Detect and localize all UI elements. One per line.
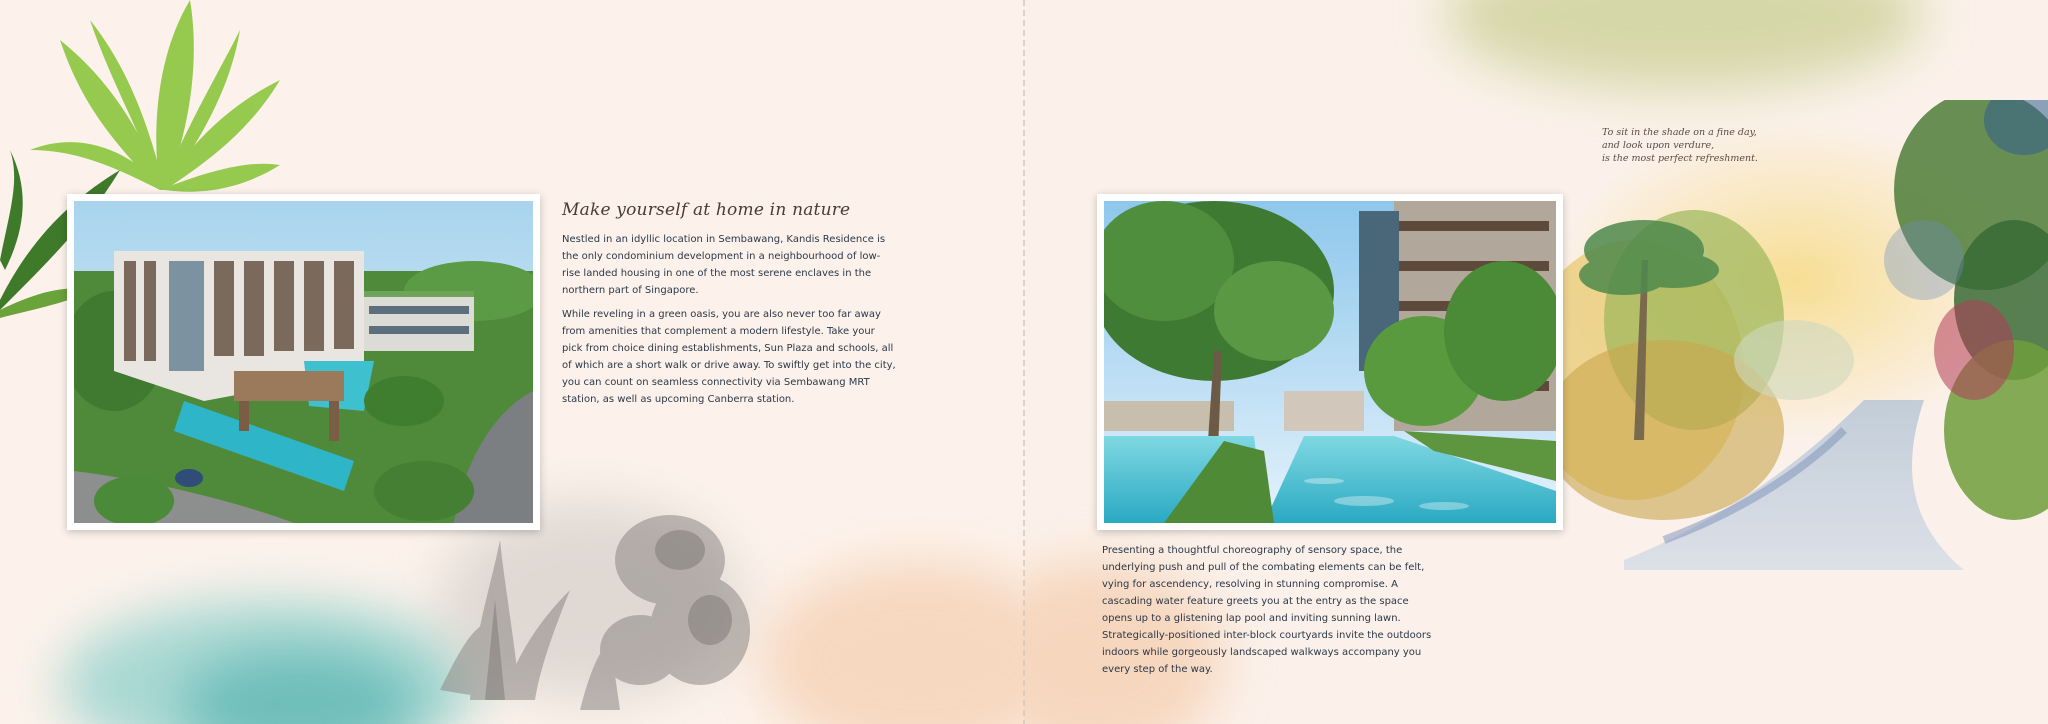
intro-text bbox=[562, 231, 897, 415]
quote-line: and look upon verdure, bbox=[1602, 140, 1715, 151]
page-fold bbox=[1023, 0, 1025, 724]
right-page bbox=[1024, 0, 2048, 724]
intro-paragraph: Nestled in an idyllic location in Sembawang, Kandis Residence is the only condominium development in a neighbourhood of low-rise landed housing in one of the most serene enclaves in the northern part of Singapore. bbox=[562, 234, 886, 296]
pool-courtyard-photo bbox=[1097, 194, 1563, 530]
quote-line: To sit in the shade on a fine day, bbox=[1602, 127, 1757, 138]
courtyard-text bbox=[1102, 542, 1442, 685]
garden-quote bbox=[1602, 126, 1762, 165]
page-headline: Make yourself at home in nature bbox=[562, 200, 851, 220]
condominium-aerial-photo bbox=[67, 194, 540, 530]
green-watercolor-wash bbox=[1444, 0, 1924, 90]
courtyard-paragraph: Presenting a thoughtful choreography of sensory space, the underlying push and pull of the combating elements can be felt, vying for ascendency, resolving in stunning compromise. A cascading water feature greets you at the entry as the space opens up to a glistening lap pool and inviting sunning lawn. Strategically-positioned inter-block courtyards invite the outdoors indoors while gorgeously landscaped walkways accompany you every step of the way. bbox=[1102, 545, 1432, 675]
amenities-paragraph: While reveling in a green oasis, you are also never too far away from amenities that complement a modern lifestyle. Take your pick from choice dining establishments, Sun Plaza and schools, all of which are a short walk or drive away. To swiftly get into the city, you can count on seamless connectivity via Sembawang MRT station, as well as upcoming Canberra station. bbox=[562, 309, 896, 405]
garden-path-watercolor bbox=[1544, 100, 2048, 620]
peach-watercolor-wash bbox=[760, 560, 1024, 724]
quote-line: is the most perfect refreshment. bbox=[1602, 153, 1758, 164]
